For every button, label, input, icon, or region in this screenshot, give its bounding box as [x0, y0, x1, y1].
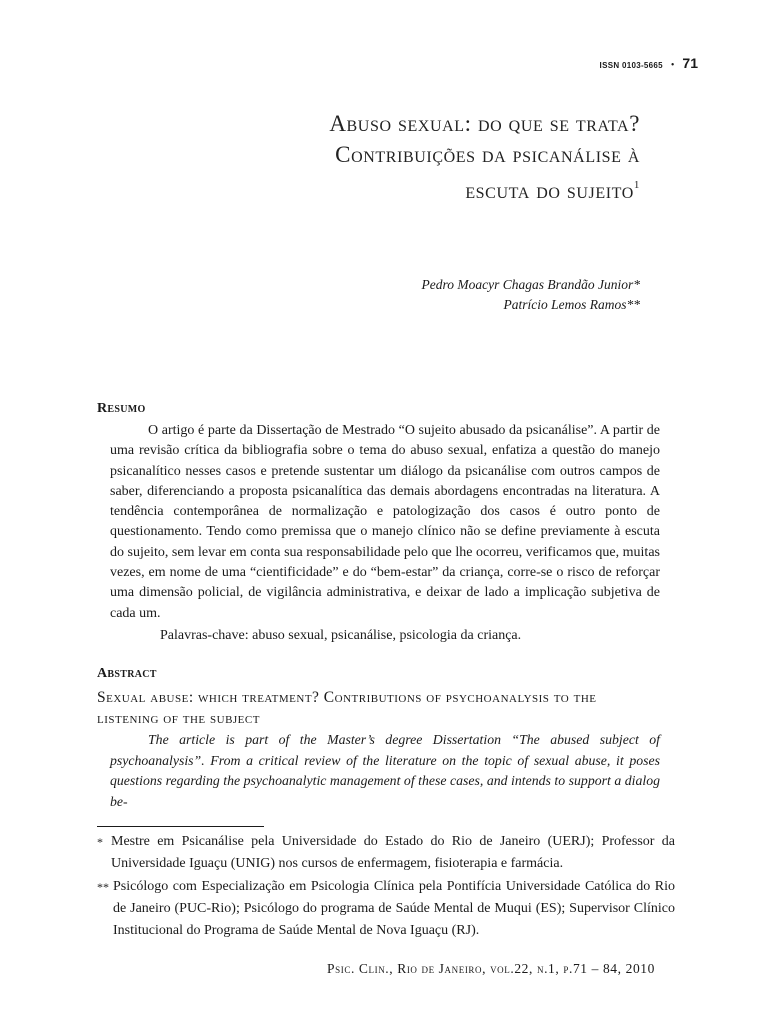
footnote-2 — [97, 876, 675, 942]
author-1: Pedro Moacyr Chagas Brandão Junior* — [421, 277, 640, 292]
title-line-3 — [120, 170, 640, 206]
title-line-3-text: escuta do sujeito — [465, 178, 634, 203]
resumo-body: O artigo é parte da Dissertação de Mestrado “O sujeito abusado da psicanálise”. A partir de uma revisão crítica da bibliografia sobre o tema do abuso sexual, enfatiza a questão do manejo psicanalítico nesses casos e pretende sustentar um diálogo da psicanálise com outros campos de saber, diferenciando a proposta psicanalítica das demais abordagens encontradas na literatura. A tendência contemporânea de normalização e patologização dos casos é outro ponto de questionamento. Tendo como premissa que o manejo clínico não se define previamente à escuta do sujeito, sem levar em conta sua responsabilidade pelo que lhe ocorreu, verificamos que, muitas vezes, em nome de uma “cientificidade” e do “bem-estar” da criança, corre-se o risco de reforçar uma dimensão policial, de vigilância administrativa, e deixar de lado a implicação subjetiva de cada um. — [110, 423, 660, 621]
title-line-1: Abuso sexual: do que se trata? — [329, 111, 640, 136]
footnote-1 — [97, 831, 675, 875]
bullet-separator: • — [670, 60, 675, 71]
page-number: 71 — [682, 55, 698, 71]
abstract-heading: Abstract — [97, 666, 157, 681]
keywords: Palavras-chave: abuso sexual, psicanálise, psicologia da criança. — [160, 628, 522, 643]
title-footnote-marker: 1 — [633, 179, 640, 191]
title-line-2: Contribuições da psicanálise à — [335, 142, 640, 167]
abstract-body: The article is part of the Master’s degree Dissertation “The abused subject of psychoanalysis”. From a critical review of the literature on the topic of sexual abuse, it poses questions regarding the psychoanalytic management of these cases, and intends to support a dialog be- — [110, 732, 660, 809]
page-header — [600, 55, 698, 71]
footnote-divider — [97, 826, 264, 827]
footnote-2-text: Psicólogo com Especialização em Psicologia Clínica pela Pontifícia Universidade Católica do Rio de Janeiro (PUC-Rio); Psicólogo do programa de Saúde Mental de Muqui (ES); Supervisor Clínico Institucional do Programa de Saúde Mental de Nova Iguaçu (RJ). — [113, 879, 675, 938]
resumo-heading: Resumo — [97, 401, 146, 416]
author-list — [240, 275, 640, 315]
author-2: Patrício Lemos Ramos** — [503, 297, 640, 312]
footnote-1-text: Mestre em Psicanálise pela Universidade do Estado do Rio de Janeiro (UERJ); Professor da Universidade Iguaçu (UNIG) nos cursos de enfermagem, fisioterapia e farmácia. — [111, 834, 675, 871]
footnote-1-mark: * — [97, 835, 103, 849]
footnote-2-mark: ** — [97, 880, 109, 894]
journal-citation-footer: Psic. Clin., Rio de Janeiro, vol.22, n.1, p.71 – 84, 2010 — [327, 961, 655, 976]
article-title — [120, 108, 640, 206]
issn-label: ISSN 0103-5665 — [599, 61, 663, 70]
abstract-title: Sexual abuse: which treatment? Contributions of psychoanalysis to the listening of the subject — [97, 689, 597, 727]
